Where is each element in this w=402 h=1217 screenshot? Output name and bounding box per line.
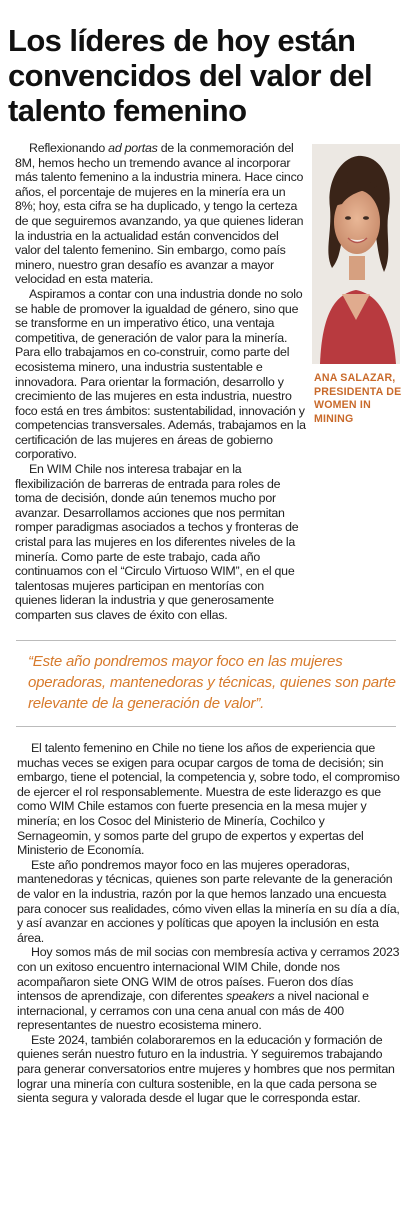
- paragraph: El talento femenino en Chile no tiene los años de experiencia que muchas veces se exigen para ocupar cargos de toma de decisión; sin embargo, tiene el potencial, la competencia y, sobre todo, el compromiso de ejercer el rol responsablemente. Muestra de este liderazgo es que como WIM Chile estamos con fuerte presencia en la mesa mujer y minería; en los Cosoc del Ministerio de Minería, Cochilco y Sernageomin, y somos parte del grupo de expertos y expertas del Ministerio de Economía.: [17, 741, 400, 858]
- article-column-top: [15, 141, 307, 623]
- paragraph: Aspiramos a contar con una industria donde no solo se hable de promover la igualdad de género, sino que se transforme en un imperativo ético, una ventaja competitiva, de generación de valor para la minería. Para ello trabajamos en co-construir, como parte del ecosistema minero, una industria sustentable e innovadora. Para orientar la formación, desarrollo y crecimiento de las mujeres en esta industria, nuestro foco está en tres ámbitos: sustentabilidad, innovación y competencias transversales. Además, trabajamos en la certificación de las mujeres en áreas de gobierno corporativo.: [15, 286, 306, 462]
- article-column-bottom: [17, 741, 400, 1106]
- pull-quote: “Este año pondremos mayor foco en las mujeres operadoras, mantenedoras y técnicas, quienes son parte relevante de la generación de valor”.: [28, 653, 396, 712]
- paragraph-text: Hoy somos más de mil socias con membresía activa y cerramos 2023 con un exitoso encuentro internacional WIM Chile, donde nos acompañaron siete ONG WIM de otros países. Fueron dos días intensos de aprendizaje, con diferentes: [17, 945, 400, 1004]
- portrait-illustration: [312, 144, 400, 364]
- headline: Los líderes de hoy están convencidos del valor del talento femenino: [8, 22, 373, 128]
- paragraph: Este 2024, también colaboraremos en la educación y formación de quienes serán nuestro futuro en la industria. Y seguiremos trabajando para generar conversatorios entre mujeres y hombres que nos permitan lograr una minería con cultura sostenible, en la que cada persona se sienta segura y valorada desde el lugar que le corresponda estar.: [17, 1032, 395, 1106]
- quote-divider-top: [16, 640, 396, 641]
- paragraph-italic: speakers: [226, 989, 275, 1004]
- paragraph: [17, 945, 400, 1033]
- photo-caption: ANA SALAZAR, PRESIDENTA DE WOMEN IN MINING: [314, 372, 402, 425]
- paragraph: Este año pondremos mayor foco en las mujeres operadoras, mantenedoras y técnicas, quienes son parte relevante de la generación de valor en la industria, razón por la que hemos lanzado una encuesta para conocer sus realidades, cómo viven ellas la minería en su día a día, y así avanzar en acciones y políticas que apoyen la inclusión en esta área.: [17, 857, 400, 945]
- portrait-photo: [312, 144, 400, 364]
- paragraph: En WIM Chile nos interesa trabajar en la flexibilización de barreras de entrada para roles de toma de decisión, donde aún tenemos mucho por avanzar. Desarrollamos acciones que nos permitan romper paradigmas asociados a techos y fronteras de cristal para las mujeres en los diferentes niveles de la minería. Como parte de este trabajo, cada año continuamos con el “Circulo Virtuoso WIM”, en el que talentosas mujeres participan en mentorías con quienes lideran la industria y que generosamente comparten sus claves de éxito con ellas.: [15, 462, 299, 622]
- paragraph-text: de la conmemoración del 8M, hemos hecho un tremendo avance al incorporar más talento femenino a la industria minera. Hace cinco años, el porcentaje de mujeres en la minería era un 8%; hoy, esta cifra se ha duplicado, y tengo la certeza de que seguiremos avanzando, ya que quienes lideran la industria en la actualidad están convencidos del valor del talento femenino. Sin embargo, como país minero, nuestro gran desafío es avanzar a mayor velocidad en esta materia.: [15, 141, 304, 287]
- paragraph-text: Reflexionando: [29, 141, 109, 155]
- quote-divider-bottom: [16, 726, 396, 727]
- paragraph: [15, 141, 307, 287]
- paragraph-text: a nivel nacional e internacional, y cerramos con una cena anual con más de 400 representantes de nuestro ecosistema minero.: [17, 989, 369, 1033]
- paragraph-italic: ad portas: [108, 141, 158, 155]
